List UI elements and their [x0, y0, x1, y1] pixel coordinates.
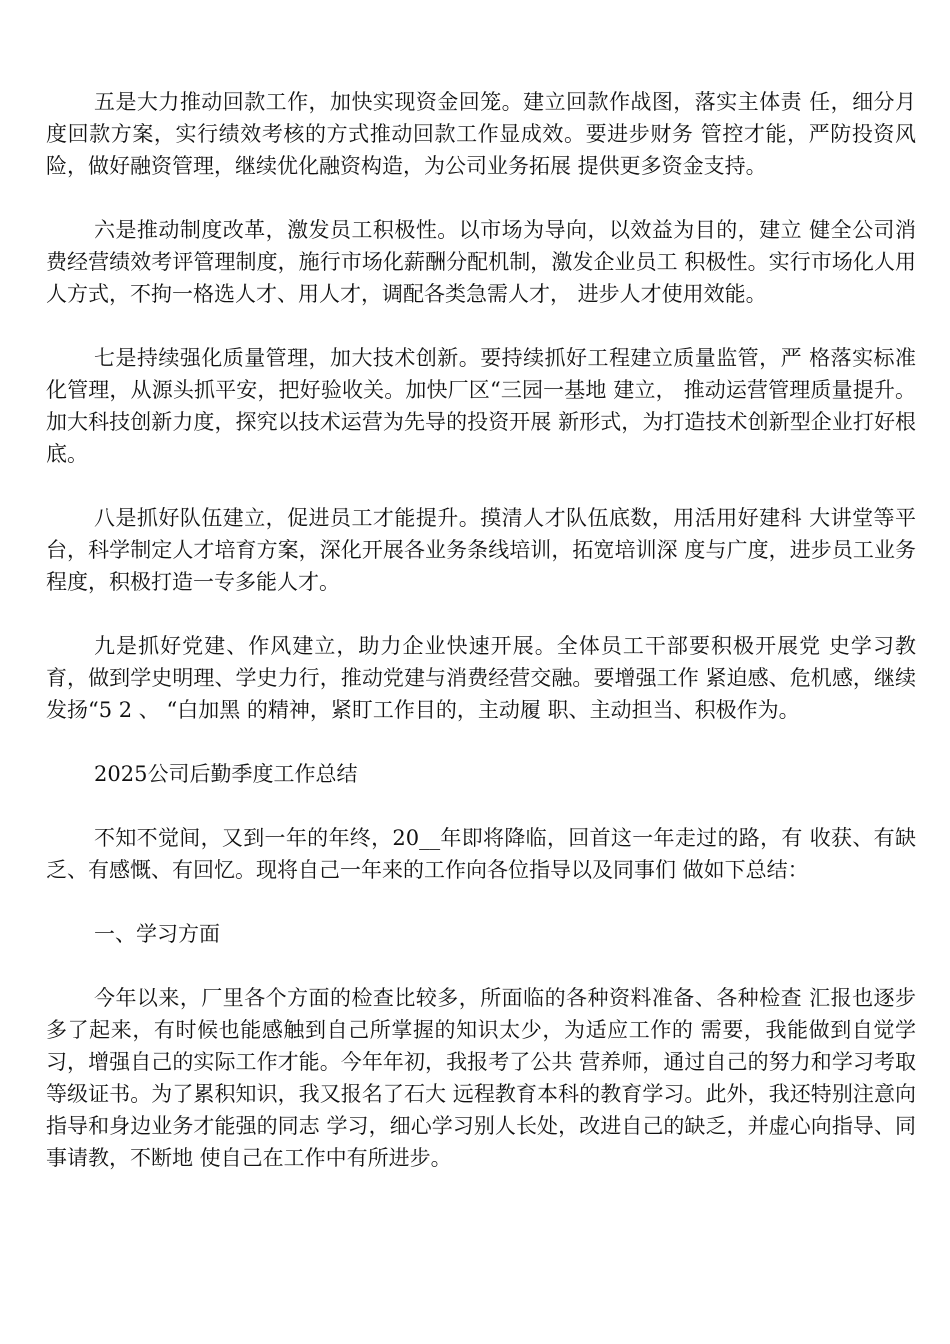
section-title: 2025公司后勤季度工作总结: [94, 762, 358, 786]
subheading-study: 一、学习方面: [94, 922, 220, 946]
paragraph-eight-team-building: 八是抓好队伍建立，促进员工才能提升。摸清人才队伍底数，用活用好建科 大讲堂等平台，科学制定人才培育方案，深化开展各业务条线培训，拓宽培训深 度与广度，进步员工业务程度，积极打造一专多能人才。: [46, 506, 916, 594]
intro-paragraph: 不知不觉间，又到一年的年终，20__年即将降临，回首这一年走过的路，有 收获、有缺乏、有感慨、有回忆。现将自己一年来的工作向各位指导以及同事们 做如下总结：: [46, 826, 916, 882]
document-page: [46, 86, 916, 1206]
paragraph-five-payment-collection: 五是大力推动回款工作，加快实现资金回笼。建立回款作战图，落实主体责 任，细分月度回款方案，实行绩效考核的方式推动回款工作显成效。要进步财务 管控才能，严防投资风险，做好融资管理，继续优化融资构造，为公司业务拓展 提供更多资金支持。: [46, 90, 916, 178]
study-paragraph: 今年以来，厂里各个方面的检查比较多，所面临的各种资料准备、各种检查 汇报也逐步多了起来，有时候也能感触到自己所掌握的知识太少，为适应工作的 需要，我能做到自觉学习，增强自己的实际工作才能。今年年初，我报考了公共 营养师，通过自己的努力和学习考取等级证书。为了累积知识，我又报名了石大 远程教育本科的教育学习。此外，我还特别注意向指导和身边业务才能强的同志 学习，细心学习别人长处，改进自己的缺乏，并虚心向指导、同事请教，不断地 使自己在工作中有所进步。: [46, 986, 916, 1170]
paragraph-seven-quality-management: 七是持续强化质量管理，加大技术创新。要持续抓好工程建立质量监管，严 格落实标准化管理，从源头抓平安，把好验收关。加快厂区“三园一基地 建立， 推动运营管理质量提升。加大科技创新力度，探究以技术运营为先导的投资开展 新形式，为打造技术创新型企业打好根底。: [46, 346, 916, 466]
paragraph-nine-party-building: 九是抓好党建、作风建立，助力企业快速开展。全体员工干部要积极开展党 史学习教育，做到学史明理、学史力行，推动党建与消费经营交融。要增强工作 紧迫感、危机感，继续发扬“5 2 、 “白加黑 的精神，紧盯工作目的，主动履 职、主动担当、积极作为。: [46, 634, 916, 722]
paragraph-six-system-reform: 六是推动制度改革，激发员工积极性。以市场为导向，以效益为目的，建立 健全公司消费经营绩效考评管理制度，施行市场化薪酬分配机制，激发企业员工 积极性。实行市场化人用人方式，不拘一格选人才、用人才，调配各类急需人才， 进步人才使用效能。: [46, 218, 916, 306]
